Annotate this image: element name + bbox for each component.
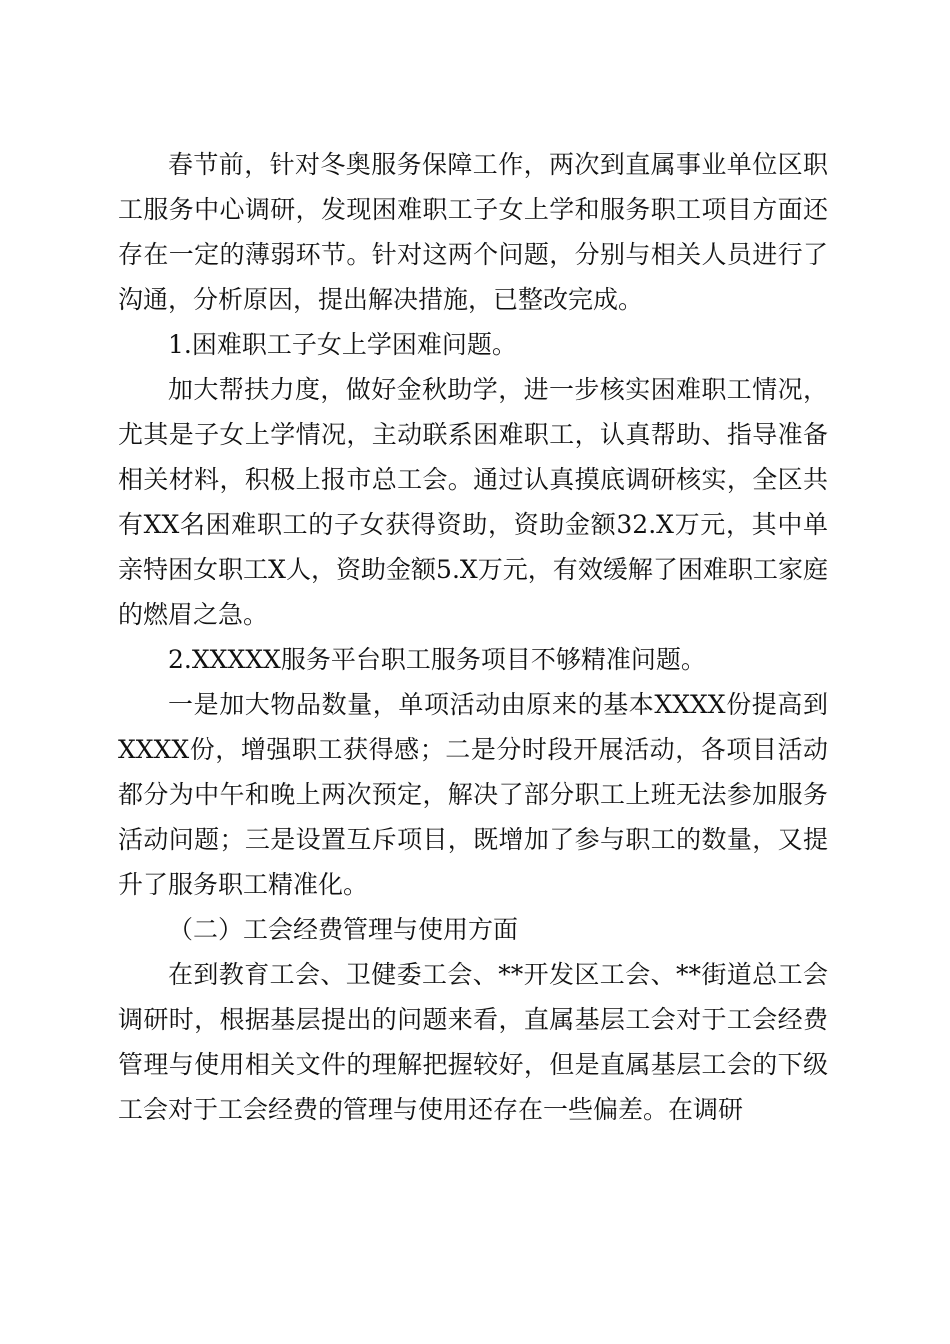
section-heading-funds-management: （二）工会经费管理与使用方面 bbox=[168, 915, 519, 944]
paragraph-spring-festival-research: 春节前，针对冬奥服务保障工作，两次到直属事业单位区职工服务中心调研，发现困难职工子女上学和服务职工项目方面还存在一定的薄弱环节。针对这两个问题，分别与相关人员进行了沟通，分析原因，提出解决措施，已整改完成。 bbox=[118, 150, 828, 314]
paragraph-service-improvements: 一是加大物品数量，单项活动由原来的基本XXXX份提高到XXXX份，增强职工获得感；二是分时段开展活动，各项目活动都分为中午和晚上两次预定，解决了部分职工上班无法参加服务活动问题；三是设置互斥项目，既增加了参与职工的数量，又提升了服务职工精准化。 bbox=[118, 690, 828, 899]
paragraph-assistance-measures: 加大帮扶力度，做好金秋助学，进一步核实困难职工情况，尤其是子女上学情况，主动联系困难职工，认真帮助、指导准备相关材料，积极上报市总工会。通过认真摸底调研核实，全区共有XX名困难职工的子女获得资助，资助金额32.X万元，其中单亲特困女职工X人，资助金额5.X万元，有效缓解了困难职工家庭的燃眉之急。 bbox=[118, 375, 828, 629]
heading-item-2: 2.XXXXX服务平台职工服务项目不够精准问题。 bbox=[168, 645, 706, 674]
document-body bbox=[118, 142, 828, 1132]
paragraph-funds-research: 在到教育工会、卫健委工会、**开发区工会、**街道总工会调研时，根据基层提出的问题来看，直属基层工会对于工会经费管理与使用相关文件的理解把握较好，但是直属基层工会的下级工会对于工会经费的管理与使用还存在一些偏差。在调研 bbox=[118, 960, 828, 1124]
heading-item-1: 1.困难职工子女上学困难问题。 bbox=[168, 330, 517, 359]
